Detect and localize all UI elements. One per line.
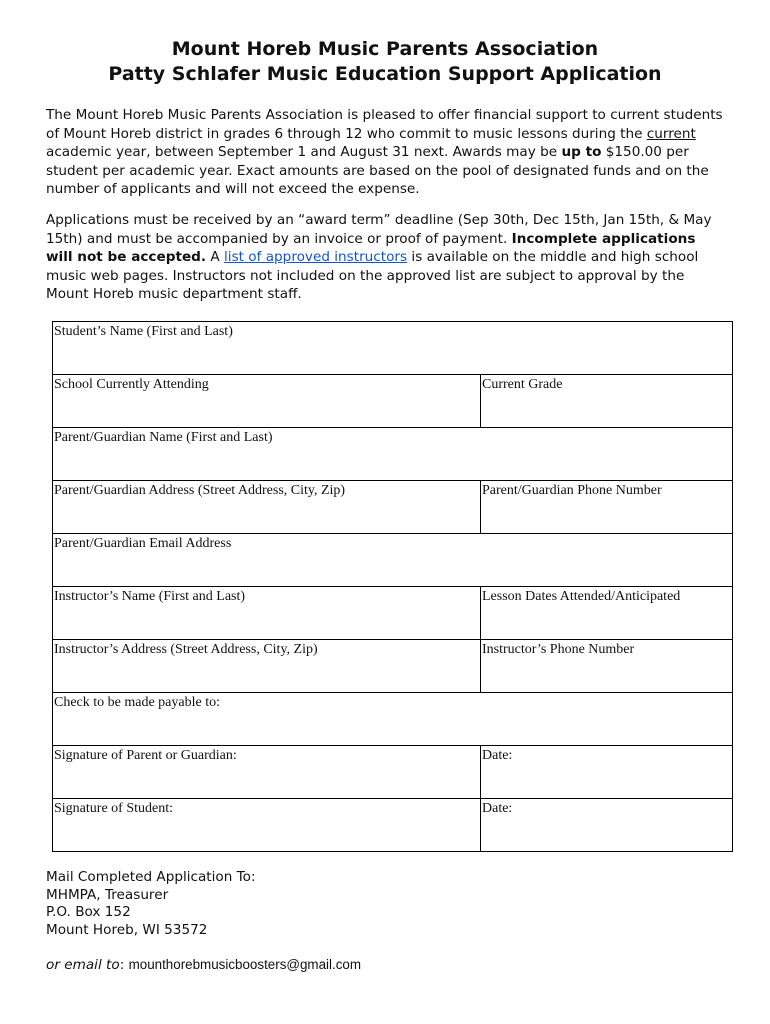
mailing-address [46,869,256,939]
intro-text: The Mount Horeb Music Parents Association is pleased to offer financial support to current students of Mount Horeb district in grades 6 through 12 who commit to music lessons during the [46,107,723,142]
grade-field[interactable] [481,375,733,428]
deadline-text: is available on the middle and high school music web pages. Instructors not included on the approved list are subject to approval by the Mount Horeb music department staff. [46,249,699,302]
parent-signature-label: Signature of Parent or Guardian: [54,748,237,763]
document-subtitle: Patty Schlafer Music Education Support Application [108,63,662,85]
instructor-phone-field[interactable] [481,640,733,693]
incomplete-warning: Incomplete applications will not be accepted. [46,230,696,265]
application-form [52,321,733,852]
parent-phone-label: Parent/Guardian Phone Number [482,483,662,498]
parent-email-label: Parent/Guardian Email Address [54,536,232,551]
instructor-address-field[interactable] [53,640,481,693]
check-payable-label: Check to be made payable to: [54,695,220,710]
student-signature-field[interactable] [53,799,481,852]
student-name-field[interactable] [53,322,733,375]
parent-address-field[interactable] [53,481,481,534]
school-field[interactable] [53,375,481,428]
intro-paragraph-1 [46,106,726,199]
parent-name-label: Parent/Guardian Name (First and Last) [54,430,273,445]
parent-phone-field[interactable] [481,481,733,534]
mail-city: Mount Horeb, WI 53572 [46,921,208,938]
instructor-name-field[interactable] [53,587,481,640]
intro-text: academic year, between September 1 and August 31 next. Awards may be [46,144,562,160]
parent-email-field[interactable] [53,534,733,587]
lesson-dates-label: Lesson Dates Attended/Anticipated [482,589,681,604]
student-name-label: Student’s Name (First and Last) [54,324,233,339]
parent-signature-date-field[interactable] [481,746,733,799]
parent-name-field[interactable] [53,428,733,481]
intro-text: $150.00 per student per academic year. Exact amounts are based on the pool of designated funds and on the number of applicants and will not exceed the expense. [46,144,709,197]
parent-signature-field[interactable] [53,746,481,799]
check-payable-field[interactable] [53,693,733,746]
mail-heading: Mail Completed Application To: [46,869,256,885]
student-signature-date-field[interactable] [481,799,733,852]
instructor-address-label: Instructor’s Address (Street Address, City, Zip) [54,642,318,657]
date-label: Date: [482,801,513,816]
mail-recipient: MHMPA, Treasurer [46,886,169,903]
date-label: Date: [482,748,513,763]
school-label: School Currently Attending [54,377,209,392]
deadline-text: A [206,249,225,265]
or-email-label: or email to [46,957,120,973]
grade-label: Current Grade [482,377,563,392]
instructor-name-label: Instructor’s Name (First and Last) [54,589,246,604]
approved-instructors-link[interactable]: list of approved instructors [224,249,408,265]
instructor-phone-label: Instructor’s Phone Number [482,642,635,657]
lesson-dates-field[interactable] [481,587,733,640]
document-title: Mount Horeb Music Parents Association [171,38,599,60]
current-emphasis: current [646,125,696,142]
mail-po-box: P.O. Box 152 [46,904,131,921]
email-address[interactable]: mounthorebmusicboosters@gmail.com [128,957,361,972]
student-signature-label: Signature of Student: [54,801,173,816]
email-line: or email to: mounthorebmusicboosters@gmail.com [46,957,361,973]
deadline-text: Applications must be received by an “award term” deadline (Sep 30th, Dec 15th, Jan 15th, & May 15th) and must be accompanied by an invoice or proof of payment. [46,212,712,247]
parent-address-label: Parent/Guardian Address (Street Address, City, Zip) [54,483,346,498]
intro-paragraph-2 [46,211,726,304]
up-to-emphasis: up to [561,144,602,160]
